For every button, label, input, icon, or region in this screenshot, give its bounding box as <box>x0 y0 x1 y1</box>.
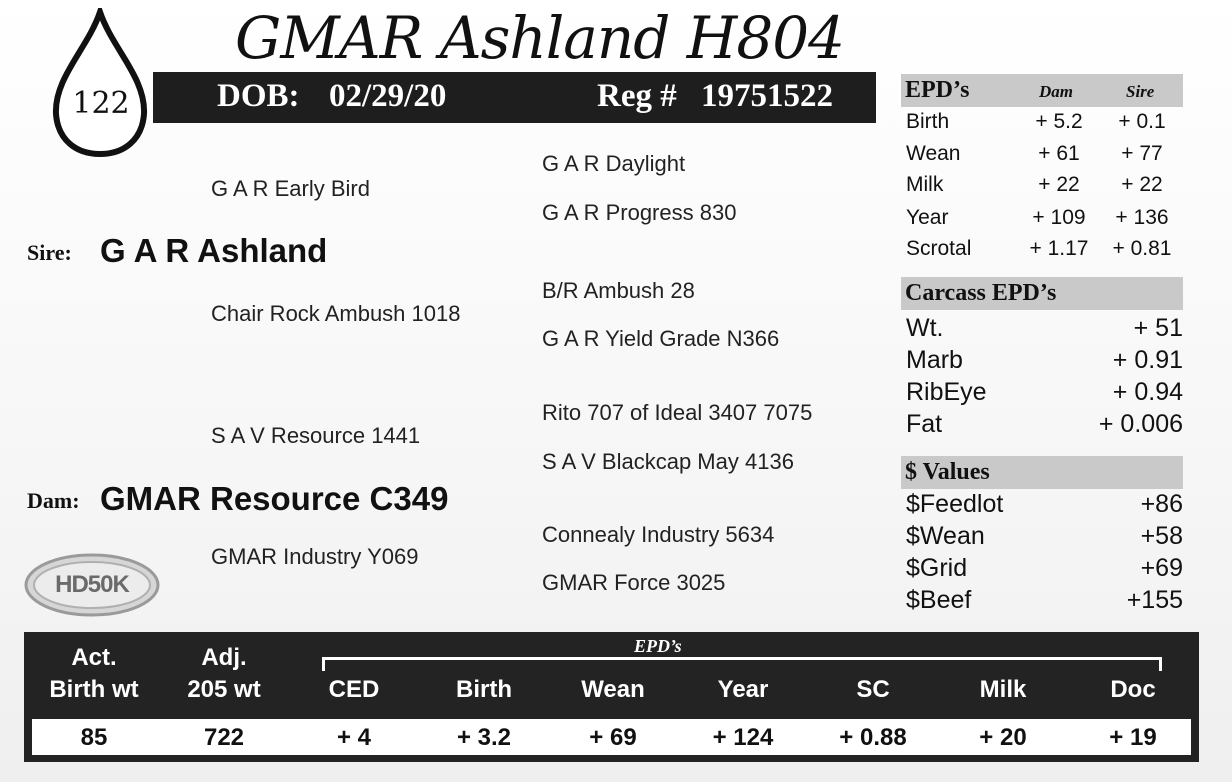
dd-sire: Connealy Industry 5634 <box>542 522 775 547</box>
col-birth: Birth <box>456 676 512 703</box>
ss-sire: G A R Daylight <box>542 151 686 176</box>
doc-value: + 19 <box>1109 724 1157 751</box>
adj-header-2: 205 wt <box>187 676 261 703</box>
carcass-row: Fat + 0.006 <box>906 410 1183 438</box>
ds-sire: Rito 707 of Ideal 3407 7075 <box>542 400 813 425</box>
carcass-header-title: Carcass EPD’s <box>905 280 1057 306</box>
act-header-1: Act. <box>71 644 117 671</box>
carcass-row: Marb + 0.91 <box>906 346 1183 374</box>
milk-value: + 20 <box>979 724 1027 751</box>
value-row: $Feedlot +86 <box>906 490 1183 518</box>
epd-row: Birth + 5.2 + 0.1 <box>906 110 1166 133</box>
value-row: $Wean +58 <box>906 522 1183 550</box>
dob-label: DOB: <box>217 78 300 114</box>
col-doc: Doc <box>1110 676 1156 703</box>
animal-name-title: GMAR Ashland H804 <box>235 4 845 72</box>
carcass-header <box>901 277 1183 310</box>
sire-dam: Chair Rock Ambush 1018 <box>211 301 461 326</box>
dam-name: GMAR Resource C349 <box>100 480 449 517</box>
dam-dam: GMAR Industry Y069 <box>211 544 419 569</box>
ced-value: + 4 <box>336 724 372 751</box>
dd-dam: GMAR Force 3025 <box>542 570 726 595</box>
epd-row: Wean + 61 + 77 <box>906 142 1163 165</box>
reg-label: Reg # <box>597 78 677 114</box>
value-row: $Grid +69 <box>906 554 1183 582</box>
epd-row: Year + 109 + 136 <box>906 206 1169 229</box>
dob-value: 02/29/20 <box>329 78 447 114</box>
adj-value: 722 <box>203 724 245 751</box>
dob-reg-bar <box>153 72 876 123</box>
year-value: + 124 <box>712 724 774 751</box>
col-milk: Milk <box>979 676 1027 703</box>
epd-row: Milk + 22 + 22 <box>906 173 1163 196</box>
col-sc: SC <box>856 676 890 703</box>
value-row: $Beef +155 <box>906 586 1183 614</box>
epd-header <box>901 74 1183 107</box>
performance-table <box>24 632 1199 762</box>
ds-dam: S A V Blackcap May 4136 <box>542 449 794 474</box>
drop-logo <box>52 8 148 158</box>
sd-dam: G A R Yield Grade N366 <box>542 326 780 351</box>
act-header-2: Birth wt <box>49 676 139 703</box>
lot-number: 122 <box>72 86 130 121</box>
dam-sire: S A V Resource 1441 <box>211 423 421 448</box>
sire-sire: G A R Early Bird <box>211 176 370 201</box>
sire-name: G A R Ashland <box>100 232 328 269</box>
values-header-title: $ Values <box>905 459 990 485</box>
hd50k-label: HD50K <box>55 571 129 598</box>
reg-value: 19751522 <box>701 78 833 114</box>
adj-header-1: Adj. <box>201 644 247 671</box>
ss-dam: G A R Progress 830 <box>542 200 737 225</box>
act-value: 85 <box>80 724 108 751</box>
birth-value: + 3.2 <box>456 724 512 751</box>
values-header <box>901 456 1183 489</box>
epd-header-title: EPD’s <box>905 77 970 103</box>
col-wean: Wean <box>581 676 645 703</box>
wean-value: + 69 <box>589 724 637 751</box>
epd-dam-col: Dam <box>1039 82 1073 101</box>
sd-sire: B/R Ambush 28 <box>542 278 695 303</box>
epd-sire-col: Sire <box>1126 82 1155 101</box>
carcass-row: Wt. + 51 <box>906 314 1183 342</box>
epd-row: Scrotal + 1.17 + 0.81 <box>906 237 1172 260</box>
carcass-row: RibEye + 0.94 <box>906 378 1183 406</box>
bottom-epd-caption: EPD’s <box>634 636 682 656</box>
sire-label: Sire: <box>27 240 72 265</box>
dam-label: Dam: <box>27 488 80 513</box>
col-ced: CED <box>328 676 380 703</box>
sc-value: + 0.88 <box>839 724 907 751</box>
epd-brace <box>322 657 1162 671</box>
col-year: Year <box>717 676 769 703</box>
